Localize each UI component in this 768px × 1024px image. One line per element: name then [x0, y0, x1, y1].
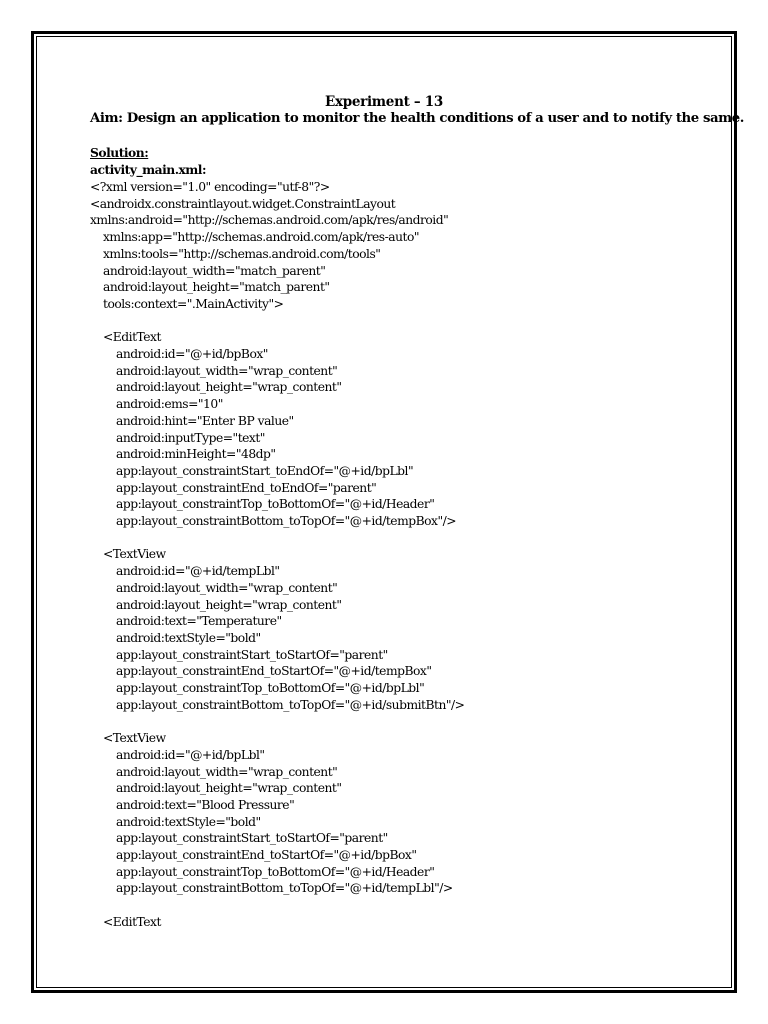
aim-statement: Aim: Design an application to monitor the health conditions of a user and to notify the same. [90, 111, 744, 126]
code-line: android:layout_width="wrap_content" [116, 764, 338, 779]
document-title: Experiment – 13 [325, 94, 443, 110]
code-line: android:layout_width="wrap_content" [116, 363, 338, 378]
code-line: <?xml version="1.0" encoding="utf-8"?> [90, 180, 330, 194]
code-line: app:layout_constraintEnd_toStartOf="@+id/tempBox" [116, 664, 432, 679]
code-line: android:layout_width="match_parent" [103, 263, 326, 278]
code-line: android:textStyle="bold" [116, 630, 261, 645]
code-line: xmlns:app="http://schemas.android.com/apk/res-auto" [103, 230, 420, 245]
code-line: xmlns:tools="http://schemas.android.com/tools" [103, 246, 381, 261]
code-line: android:text="Temperature" [116, 614, 282, 629]
code-line: android:layout_height="wrap_content" [116, 781, 342, 796]
code-line: android:minHeight="48dp" [116, 447, 276, 462]
code-line: android:id="@+id/tempLbl" [116, 564, 280, 579]
code-line: android:id="@+id/bpLbl" [116, 747, 265, 762]
code-line: app:layout_constraintStart_toStartOf="parent" [116, 831, 388, 846]
code-line: android:textStyle="bold" [116, 814, 261, 829]
code-line: android:hint="Enter BP value" [116, 413, 294, 428]
code-line: app:layout_constraintEnd_toStartOf="@+id/bpBox" [116, 848, 417, 862]
code-line: <androidx.constraintlayout.widget.ConstraintLayout [90, 196, 396, 211]
code-line: tools:context=".MainActivity"> [103, 296, 284, 311]
code-line: app:layout_constraintBottom_toTopOf="@+id/tempBox"/> [116, 514, 457, 528]
code-line: xmlns:android="http://schemas.android.com/apk/res/android" [90, 213, 449, 228]
code-line: app:layout_constraintBottom_toTopOf="@+id/tempLbl"/> [116, 881, 453, 896]
code-line: <TextView [103, 547, 166, 562]
code-line: android:inputType="text" [116, 430, 265, 445]
code-line: android:ems="10" [116, 397, 223, 412]
code-line: app:layout_constraintStart_toEndOf="@+id/bpLbl" [116, 463, 414, 478]
code-line: app:layout_constraintTop_toBottomOf="@+id/bpLbl" [116, 681, 425, 695]
code-line: android:text="Blood Pressure" [116, 797, 295, 812]
code-line: app:layout_constraintTop_toBottomOf="@+id/Header" [116, 864, 435, 879]
file-name-heading: activity_main.xml: [90, 162, 207, 177]
code-line: android:layout_height="wrap_content" [116, 380, 342, 395]
code-line: app:layout_constraintTop_toBottomOf="@+id/Header" [116, 497, 435, 512]
code-line: android:layout_width="wrap_content" [116, 580, 338, 595]
code-line: app:layout_constraintStart_toStartOf="parent" [116, 647, 388, 662]
code-line: <TextView [103, 731, 166, 746]
code-line: app:layout_constraintEnd_toEndOf="parent" [116, 480, 377, 495]
code-line: <EditText [103, 914, 161, 929]
code-line: android:id="@+id/bpBox" [116, 347, 268, 361]
code-line: <EditText [103, 330, 161, 345]
code-line: android:layout_height="wrap_content" [116, 597, 342, 612]
solution-heading: Solution: [90, 145, 149, 160]
code-line: android:layout_height="match_parent" [103, 280, 330, 295]
code-line: app:layout_constraintBottom_toTopOf="@+id/submitBtn"/> [116, 697, 465, 712]
